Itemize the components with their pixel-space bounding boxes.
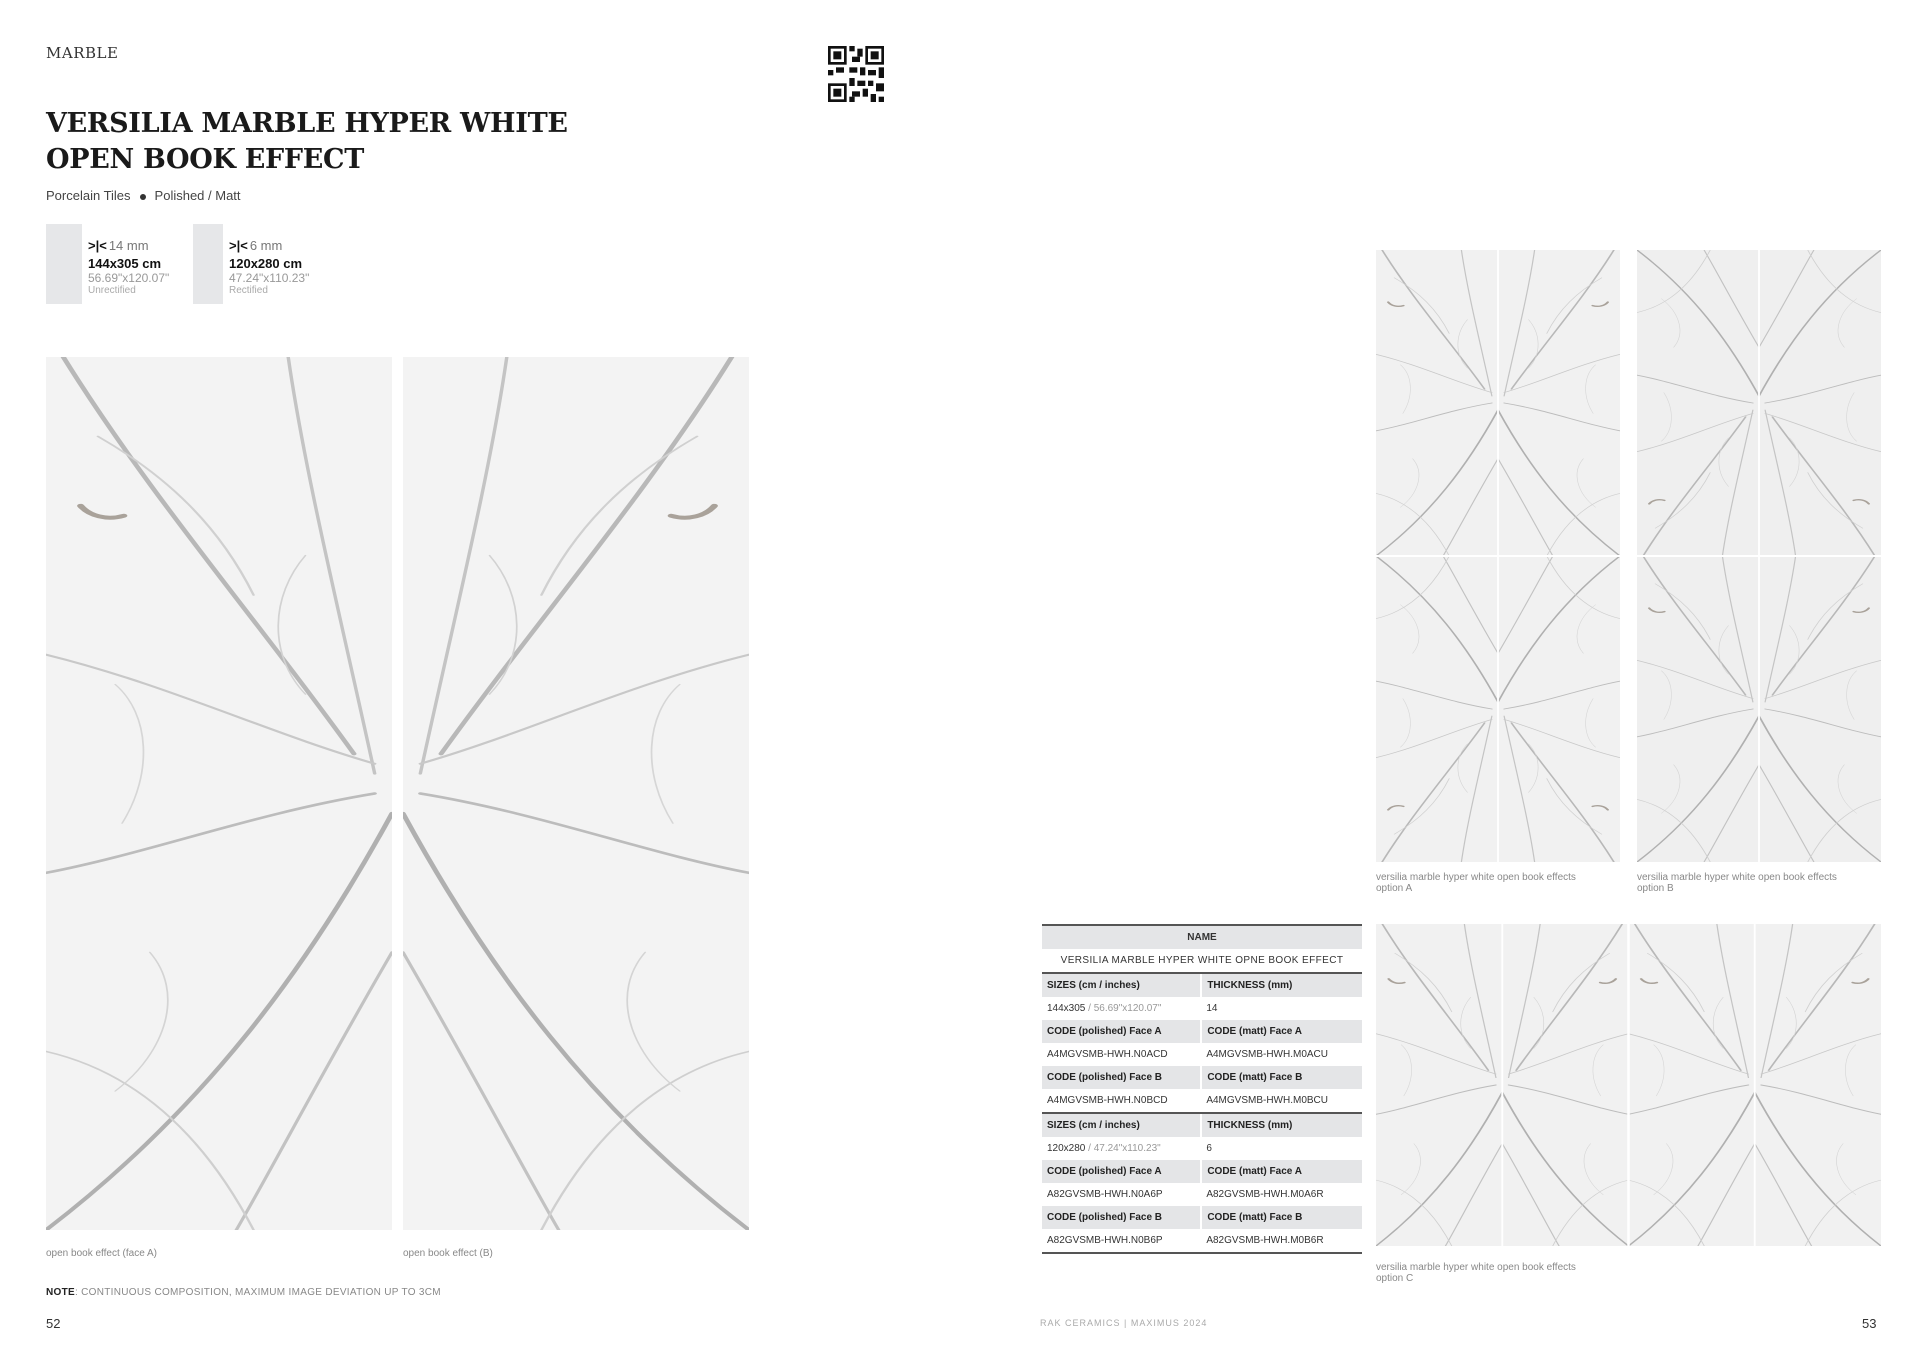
table-size-cell: 144x305 / 56.69"x120.07": [1047, 1003, 1162, 1014]
thickness-arrows-icon: >|<: [88, 238, 107, 253]
size-swatch: [46, 224, 82, 304]
bullet-dot-icon: [140, 194, 146, 200]
table-size-cell: 120x280 / 47.24"x110.23": [1047, 1143, 1161, 1154]
caption-option-b: versilia marble hyper white open book effects option B: [1637, 872, 1837, 894]
table-code-header: CODE (matt) Face B: [1201, 1066, 1362, 1089]
spec-size: 144x305 cm: [88, 256, 162, 271]
product-subtitle: [46, 188, 241, 203]
page-number-left: 52: [46, 1316, 61, 1331]
marble-image-option-b: [1637, 250, 1881, 862]
table-code-header: CODE (polished) Face A: [1042, 1020, 1201, 1043]
table-code-header: CODE (matt) Face A: [1201, 1020, 1362, 1043]
footer-brand: RAK CERAMICS | MAXIMUS 2024: [1040, 1318, 1208, 1328]
table-thickness-cell: 6: [1206, 1143, 1212, 1154]
table-name-header: NAME: [1042, 925, 1362, 949]
note: [46, 1287, 441, 1298]
caption-face-a: open book effect (face A): [46, 1248, 158, 1259]
title-line-1: VERSILIA MARBLE HYPER WHITE: [46, 108, 568, 139]
marble-image-option-a: [1376, 250, 1620, 862]
table-code-cell: A82GVSMB-HWH.M0A6R: [1206, 1189, 1324, 1200]
table-thickness-cell: 14: [1206, 1003, 1218, 1014]
table-code-cell: A82GVSMB-HWH.N0A6P: [1047, 1189, 1163, 1200]
page-title: [46, 106, 568, 178]
spec-thickness: 6 mm: [249, 238, 283, 253]
title-line-2: OPEN BOOK EFFECT: [46, 144, 364, 175]
table-code-cell: A4MGVSMB-HWH.M0BCU: [1206, 1095, 1328, 1106]
spec-type: Unrectified: [88, 285, 136, 296]
caption-option-a: versilia marble hyper white open book effects option A: [1376, 872, 1576, 894]
caption-face-b: open book effect (B): [403, 1248, 493, 1259]
table-code-header: CODE (polished) Face A: [1042, 1160, 1201, 1183]
caption-option-c: versilia marble hyper white open book effects option C: [1376, 1262, 1576, 1284]
table-code-cell: A4MGVSMB-HWH.N0ACD: [1047, 1049, 1168, 1060]
spec-thickness: 14 mm: [108, 238, 149, 253]
marble-image-face-a: [46, 357, 392, 1230]
size-swatch: [193, 224, 223, 304]
table-code-header: CODE (polished) Face B: [1042, 1206, 1201, 1229]
spec-inches: 56.69"x120.07": [88, 271, 170, 285]
subtitle-material: Porcelain Tiles: [46, 188, 131, 203]
spec-size: 120x280 cm: [229, 256, 303, 271]
table-code-header: CODE (polished) Face B: [1042, 1066, 1201, 1089]
product-spec-table: [1042, 924, 1362, 1254]
marble-image-option-c: [1376, 924, 1881, 1246]
page-number-right: 53: [1862, 1316, 1877, 1331]
marble-image-face-b: [403, 357, 749, 1230]
table-sizes-header: SIZES (cm / inches): [1042, 973, 1201, 997]
qr-code-icon[interactable]: [828, 46, 884, 102]
table-product-name: VERSILIA MARBLE HYPER WHITE OPNE BOOK EFFECT: [1060, 955, 1344, 966]
note-text: : CONTINUOUS COMPOSITION, MAXIMUM IMAGE DEVIATION UP TO 3CM: [74, 1287, 441, 1298]
table-sizes-header: SIZES (cm / inches): [1042, 1113, 1201, 1137]
note-label: NOTE: [46, 1287, 75, 1298]
table-code-cell: A82GVSMB-HWH.N0B6P: [1042, 1229, 1201, 1253]
table-thickness-header: THICKNESS (mm): [1201, 973, 1362, 997]
subtitle-finish: Polished / Matt: [154, 188, 241, 203]
table-code-cell: A4MGVSMB-HWH.M0ACU: [1206, 1049, 1328, 1060]
table-thickness-header: THICKNESS (mm): [1201, 1113, 1362, 1137]
table-code-header: CODE (matt) Face B: [1201, 1206, 1362, 1229]
spec-inches: 47.24"x110.23": [229, 271, 310, 285]
category-label: MARBLE: [46, 44, 119, 62]
table-code-header: CODE (matt) Face A: [1201, 1160, 1362, 1183]
table-code-cell: A82GVSMB-HWH.M0B6R: [1201, 1229, 1362, 1253]
thickness-arrows-icon: >|<: [229, 238, 248, 253]
spec-type: Rectified: [229, 285, 268, 296]
table-code-cell: A4MGVSMB-HWH.N0BCD: [1047, 1095, 1168, 1106]
